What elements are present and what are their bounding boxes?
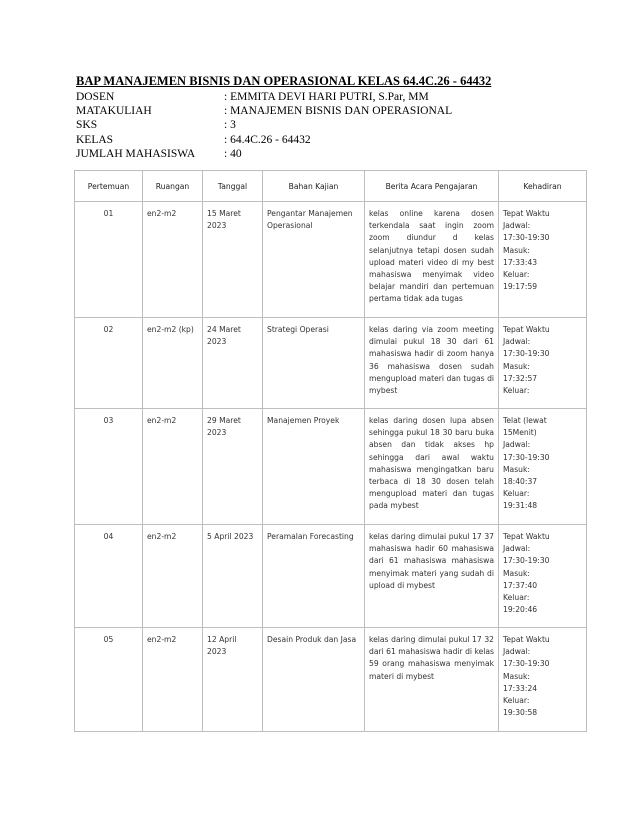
cell-pertemuan: 04 — [75, 525, 143, 628]
meta-value: : 64.4C.26 - 64432 — [224, 133, 311, 146]
cell-kehadiran — [499, 202, 587, 318]
attendance-line: Keluar: — [503, 696, 530, 706]
meta-row-sks — [76, 118, 452, 132]
cell-berita-acara: kelas daring dimulai pukul 17 32 dari 61 mahasiswa hadir di kelas 59 orang mahasiswa menyimak materi di mybest — [365, 628, 499, 732]
document-title: BAP MANAJEMEN BISNIS DAN OPERASIONAL KELAS 64.4C.26 - 64432 — [76, 74, 492, 88]
attendance-line: 17:30-19:30 — [503, 349, 550, 359]
meta-key: SKS — [76, 119, 98, 132]
cell-bahan-kajian: Desain Produk dan Jasa — [263, 628, 365, 732]
attendance-line: Masuk: — [503, 245, 530, 255]
attendance-line: 17:32:57 — [503, 373, 538, 383]
attendance-line: 17:30-19:30 — [503, 233, 550, 243]
attendance-line: Keluar: — [503, 386, 530, 396]
cell-bahan-kajian: Peramalan Forecasting — [263, 525, 365, 628]
cell-berita-acara: kelas daring dosen lupa absen sehingga pukul 18 30 baru buka absen dan tidak akses hp sehingga dari awal waktu mahasiswa mengingatkan baru terbaca di 18 30 dosen telah mengupload materi dan tugas pada mybest — [365, 409, 499, 525]
header-bahan-kajian: Bahan Kajian — [263, 171, 365, 202]
attendance-line: 18:40:37 — [503, 477, 538, 487]
table-header-row — [75, 171, 587, 202]
meta-value: : 40 — [224, 147, 242, 160]
attendance-line: 19:17:59 — [503, 282, 538, 292]
attendance-status: Tepat Waktu — [503, 532, 550, 541]
attendance-line: 17:33:24 — [503, 683, 538, 693]
cell-ruangan: en2-m2 — [143, 202, 203, 318]
meta-key: KELAS — [76, 133, 114, 146]
attendance-line: 17:30-19:30 — [503, 659, 550, 669]
attendance-line: 19:20:46 — [503, 605, 538, 615]
header-tanggal: Tanggal — [203, 171, 263, 202]
cell-bahan-kajian: Pengantar Manajemen Operasional — [263, 202, 365, 318]
cell-ruangan: en2-m2 — [143, 628, 203, 732]
cell-berita-acara: kelas daring dimulai pukul 17 37 mahasiswa hadir 60 mahasiswa dari 61 mahasiswa mahasiswa menyimak materi yang sudah di upload di mybest — [365, 525, 499, 628]
cell-pertemuan: 02 — [75, 318, 143, 409]
cell-kehadiran — [499, 525, 587, 628]
attendance-line: 17:33:43 — [503, 257, 538, 267]
meta-key: JUMLAH MAHASISWA — [76, 147, 196, 160]
cell-berita-acara: kelas online karena dosen terkendala saat ingin zoom zoom diundur d kelas selanjutnya tetapi dosen sudah upload materi video di my best mahasiswa menyimak video belajar mandiri dan pertemuan pertama tidak ada tugas — [365, 202, 499, 318]
header-berita-acara: Berita Acara Pengajaran — [365, 171, 499, 202]
attendance-status: Tepat Waktu — [503, 325, 550, 334]
cell-tanggal: 12 April 2023 — [203, 628, 263, 732]
attendance-line: Masuk: — [503, 464, 530, 474]
cell-bahan-kajian: Strategi Operasi — [263, 318, 365, 409]
cell-ruangan: en2-m2 — [143, 525, 203, 628]
attendance-line: 19:30:58 — [503, 708, 538, 718]
cell-pertemuan: 03 — [75, 409, 143, 525]
attendance-status: Tepat Waktu — [503, 209, 550, 218]
attendance-status: Tepat Waktu — [503, 635, 550, 644]
cell-ruangan: en2-m2 (kp) — [143, 318, 203, 409]
meta-key: DOSEN — [76, 91, 115, 103]
cell-ruangan: en2-m2 — [143, 409, 203, 525]
attendance-line: Keluar: — [503, 489, 530, 499]
attendance-line: 17:37:40 — [503, 580, 538, 590]
cell-tanggal: 5 April 2023 — [203, 525, 263, 628]
meta-row-jumlah-mahasiswa — [76, 147, 452, 161]
bap-table — [74, 170, 587, 732]
document-meta — [76, 90, 452, 161]
cell-pertemuan: 05 — [75, 628, 143, 732]
meta-value: : MANAJEMEN BISNIS DAN OPERASIONAL — [224, 105, 453, 118]
table-row — [75, 202, 587, 318]
attendance-line: Jadwal: — [503, 337, 531, 347]
attendance-line: 17:30-19:30 — [503, 556, 550, 566]
header-pertemuan: Pertemuan — [75, 171, 143, 202]
table-row — [75, 409, 587, 525]
cell-kehadiran — [499, 628, 587, 732]
cell-kehadiran — [499, 409, 587, 525]
attendance-line: Masuk: — [503, 671, 530, 681]
meta-row-dosen — [76, 90, 452, 104]
meta-row-matakuliah — [76, 104, 452, 118]
cell-tanggal: 24 Maret 2023 — [203, 318, 263, 409]
header-ruangan: Ruangan — [143, 171, 203, 202]
attendance-line: Keluar: — [503, 593, 530, 603]
table-row — [75, 525, 587, 628]
attendance-line: 19:31:48 — [503, 501, 538, 511]
attendance-line: Keluar: — [503, 270, 530, 280]
attendance-line: 17:30-19:30 — [503, 452, 550, 462]
cell-berita-acara: kelas daring via zoom meeting dimulai pukul 18 30 dari 61 mahasiswa hadir di zoom hanya 36 mahasiswa dosen sudah mengupload materi dan tugas di mybest — [365, 318, 499, 409]
meta-row-kelas — [76, 133, 452, 147]
attendance-line: Jadwal: — [503, 221, 531, 231]
table-row — [75, 318, 587, 409]
attendance-line: Masuk: — [503, 568, 530, 578]
attendance-line: Jadwal: — [503, 544, 531, 554]
meta-value: : 3 — [224, 119, 236, 132]
header-kehadiran: Kehadiran — [499, 171, 587, 202]
attendance-line: Jadwal: — [503, 647, 531, 657]
cell-tanggal: 15 Maret 2023 — [203, 202, 263, 318]
cell-pertemuan: 01 — [75, 202, 143, 318]
attendance-line: Masuk: — [503, 361, 530, 371]
meta-key: MATAKULIAH — [76, 105, 152, 118]
attendance-line: Jadwal: — [503, 440, 531, 450]
attendance-status: Telat (lewat 15Menit) — [503, 416, 547, 438]
cell-kehadiran — [499, 318, 587, 409]
table-row — [75, 628, 587, 732]
cell-bahan-kajian: Manajemen Proyek — [263, 409, 365, 525]
cell-tanggal: 29 Maret 2023 — [203, 409, 263, 525]
meta-value: : EMMITA DEVI HARI PUTRI, S.Par, MM — [224, 91, 429, 103]
